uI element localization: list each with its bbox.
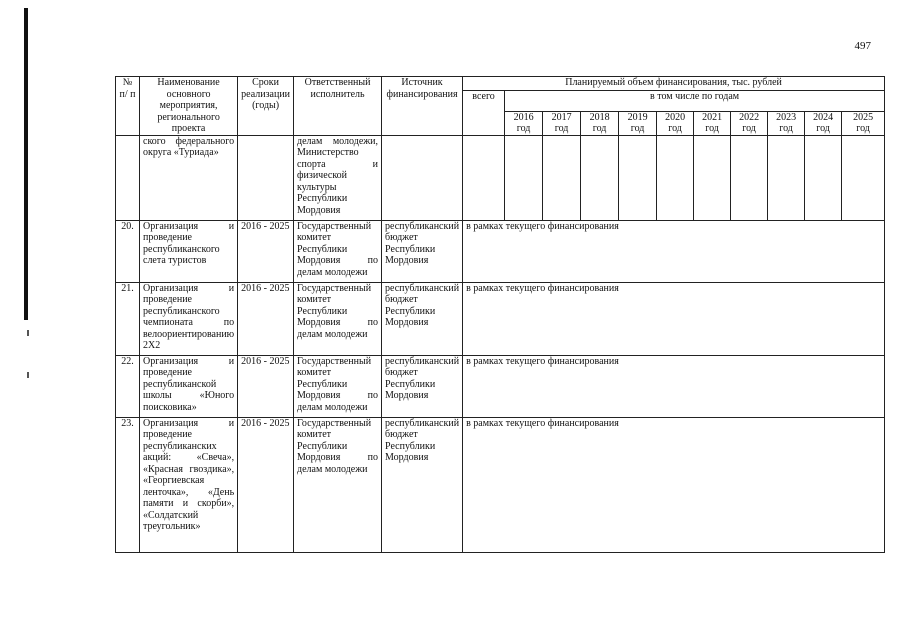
table-row	[116, 417, 885, 552]
row-executor: Государственный комитет Республики Мордовия по делам молодежи	[294, 220, 382, 282]
row-source: республиканский бюджет Республики Мордовия	[382, 355, 463, 417]
row-name: Организация и проведение республиканских акций: «Свеча», «Красная гвоздика», «Георгиевская ленточка», «День памяти и скорби», «Солдатский треугольник»	[140, 417, 238, 552]
scan-margin-mark	[27, 330, 29, 336]
header-name: Наименование основного мероприятия, регионального проекта	[140, 77, 238, 136]
header-number: № п/ п	[116, 77, 140, 136]
row-name: Организация и проведение республиканской школы «Юного поисковика»	[140, 355, 238, 417]
header-year: 2021 год	[694, 111, 731, 135]
header-executor: Ответственный исполнитель	[294, 77, 382, 136]
header-year: 2023 год	[768, 111, 805, 135]
row-source: республиканский бюджет Республики Мордовия	[382, 282, 463, 355]
row-executor: Государственный комитет Республики Мордовия по делам молодежи	[294, 282, 382, 355]
header-year: 2024 год	[805, 111, 842, 135]
scan-margin-bar	[24, 8, 28, 320]
table-row	[116, 220, 885, 282]
row-funding: в рамках текущего финансирования	[463, 417, 885, 552]
row-number: 22.	[116, 355, 140, 417]
header-year: 2020 год	[657, 111, 694, 135]
page-number: 497	[854, 40, 871, 52]
header-year: 2025 год	[842, 111, 885, 135]
row-number: 21.	[116, 282, 140, 355]
row-term: 2016 - 2025	[238, 355, 294, 417]
header-planned-funding: Планируемый объем финансирования, тыс. рублей	[463, 77, 885, 91]
row-executor: Государственный комитет Республики Мордовия по делам молодежи	[294, 355, 382, 417]
header-year: 2019 год	[619, 111, 657, 135]
header-source: Источник финансирования	[382, 77, 463, 136]
table-row	[116, 355, 885, 417]
row-source: республиканский бюджет Республики Мордовия	[382, 417, 463, 552]
table-row	[116, 282, 885, 355]
header-year: 2016 год	[505, 111, 543, 135]
row-name: Организация и проведение республиканского чемпионата по велоориентированию 2Х2	[140, 282, 238, 355]
row-term: 2016 - 2025	[238, 220, 294, 282]
continuation-name: ского федерального округа «Туриада»	[140, 135, 238, 220]
header-year: 2017 год	[543, 111, 581, 135]
table-row	[116, 135, 885, 220]
header-year: 2022 год	[731, 111, 768, 135]
row-number: 23.	[116, 417, 140, 552]
continuation-executor: делам молодежи, Министерство спорта и физической культуры Республики Мордовия	[294, 135, 382, 220]
row-executor: Государственный комитет Республики Мордовия по делам молодежи	[294, 417, 382, 552]
row-term: 2016 - 2025	[238, 282, 294, 355]
row-funding: в рамках текущего финансирования	[463, 220, 885, 282]
header-term: Сроки реализации (годы)	[238, 77, 294, 136]
row-funding: в рамках текущего финансирования	[463, 282, 885, 355]
header-by-year: в том числе по годам	[505, 91, 885, 112]
funding-table	[115, 76, 885, 553]
row-name: Организация и проведение республиканского слета туристов	[140, 220, 238, 282]
row-funding: в рамках текущего финансирования	[463, 355, 885, 417]
row-term: 2016 - 2025	[238, 417, 294, 552]
row-number: 20.	[116, 220, 140, 282]
scan-margin-mark	[27, 372, 29, 378]
row-source: республиканский бюджет Республики Мордовия	[382, 220, 463, 282]
header-year: 2018 год	[581, 111, 619, 135]
header-total: всего	[463, 91, 505, 136]
